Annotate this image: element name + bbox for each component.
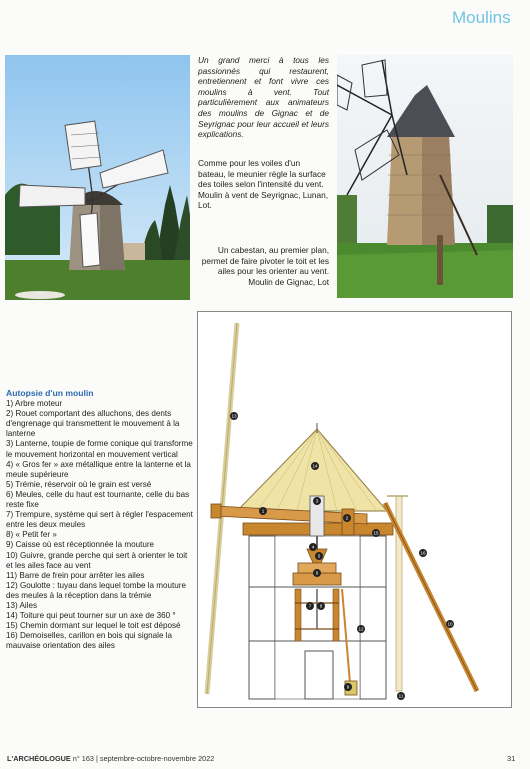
legend-item: 8) « Petit fer »: [6, 530, 57, 540]
footer: [7, 754, 214, 763]
legend-item: 7) Trempure, système qui sert à régler l'espacement entre les deux meules: [6, 510, 193, 530]
label-9: 9: [346, 684, 350, 690]
label-8: 8: [319, 603, 323, 609]
label-12: 12: [358, 626, 364, 632]
caption-cabestan-text: Un cabestan, au premier plan, permet de faire pivoter le toit et les ailes pour les orienter au vent.: [201, 245, 329, 277]
legend-item: 11) Barre de frein pour arrêter les ailes: [6, 570, 145, 580]
label-16: 16: [420, 550, 426, 556]
legend-item: 14) Toiture qui peut tourner sur un axe de 360 °: [6, 611, 176, 621]
label-5: 5: [317, 553, 321, 559]
label-4: 4: [311, 544, 315, 550]
legend-item: 12) Goulotte : tuyau dans lequel tombe la mouture des meules à la réception dans la trémie: [6, 580, 186, 600]
label-14: 14: [312, 463, 318, 469]
legend-item: 13) Ailes: [6, 600, 38, 610]
page-number: 31: [507, 754, 516, 763]
issue-info: n° 163 | septembre-octobre-novembre 2022: [72, 754, 215, 763]
legend-item: 9) Caisse où est réceptionnée la mouture: [6, 540, 155, 550]
legend-item: 4) « Gros fer » axe métallique entre la lanterne et la meule supérieure: [6, 459, 191, 479]
caption-cabestan: [198, 245, 329, 287]
label-1: 1: [261, 508, 265, 514]
legend-item: 1) Arbre moteur: [6, 399, 63, 409]
photo-seyrignac-windmill: [5, 55, 190, 300]
legend-item: 6) Meules, celle du haut est tournante, celle du bas reste fixe: [6, 489, 190, 510]
legend-item: 16) Demoiselles, carillon en bois qui signale la mauvaise orientation des ailes: [6, 631, 173, 651]
label-6: 6: [315, 570, 319, 576]
legend-item: 10) Guivre, grande perche qui sert à orienter le toit et les ailes face au vent: [6, 550, 188, 570]
autopsy-title: Autopsie d'un moulin: [6, 388, 94, 398]
autopsy-list: [6, 399, 196, 651]
legend-item: 2) Rouet comportant des alluchons, des dents d'engrenage qui transmettent le mouvement à la lanterne: [6, 409, 180, 439]
windmill-diagram: [197, 311, 512, 708]
label-15: 15: [373, 530, 379, 536]
magazine-name: L'ARCHÉOLOGUE: [7, 754, 71, 763]
legend-item: 5) Trémie, réservoir où le grain est versé: [6, 479, 152, 489]
legend-item: 3) Lanterne, toupie de forme conique qui transforme le mouvement horizontal en mouvement vertical: [6, 439, 193, 459]
autopsy-legend: [6, 388, 196, 651]
label-7: 7: [308, 603, 312, 609]
caption-thanks: Un grand merci à tous les passionnés qui restaurent, entretiennent et font vivre ces moulins à vent. Tout particulièrement aux animateurs des moulins de Gignac et de Seyrignac pour leur accueil et leurs explications.: [198, 55, 329, 140]
label-3: 3: [315, 498, 319, 504]
label-10: 10: [447, 621, 453, 627]
caption-cabestan-place: Moulin de Gignac, Lot: [248, 276, 329, 287]
photo-gignac-windmill: [337, 55, 513, 298]
label-2: 2: [345, 515, 349, 521]
caption-sails: Comme pour les voiles d'un bateau, le meunier règle la surface des toiles selon l'intensité du vent. Moulin à vent de Seyrignac, Lunan, Lot.: [198, 158, 329, 211]
label-13: 13: [231, 413, 237, 419]
label-11: 11: [398, 693, 404, 699]
section-title: Moulins: [452, 8, 511, 27]
legend-item: 15) Chemin dormant sur lequel le toit est déposé: [6, 621, 181, 631]
